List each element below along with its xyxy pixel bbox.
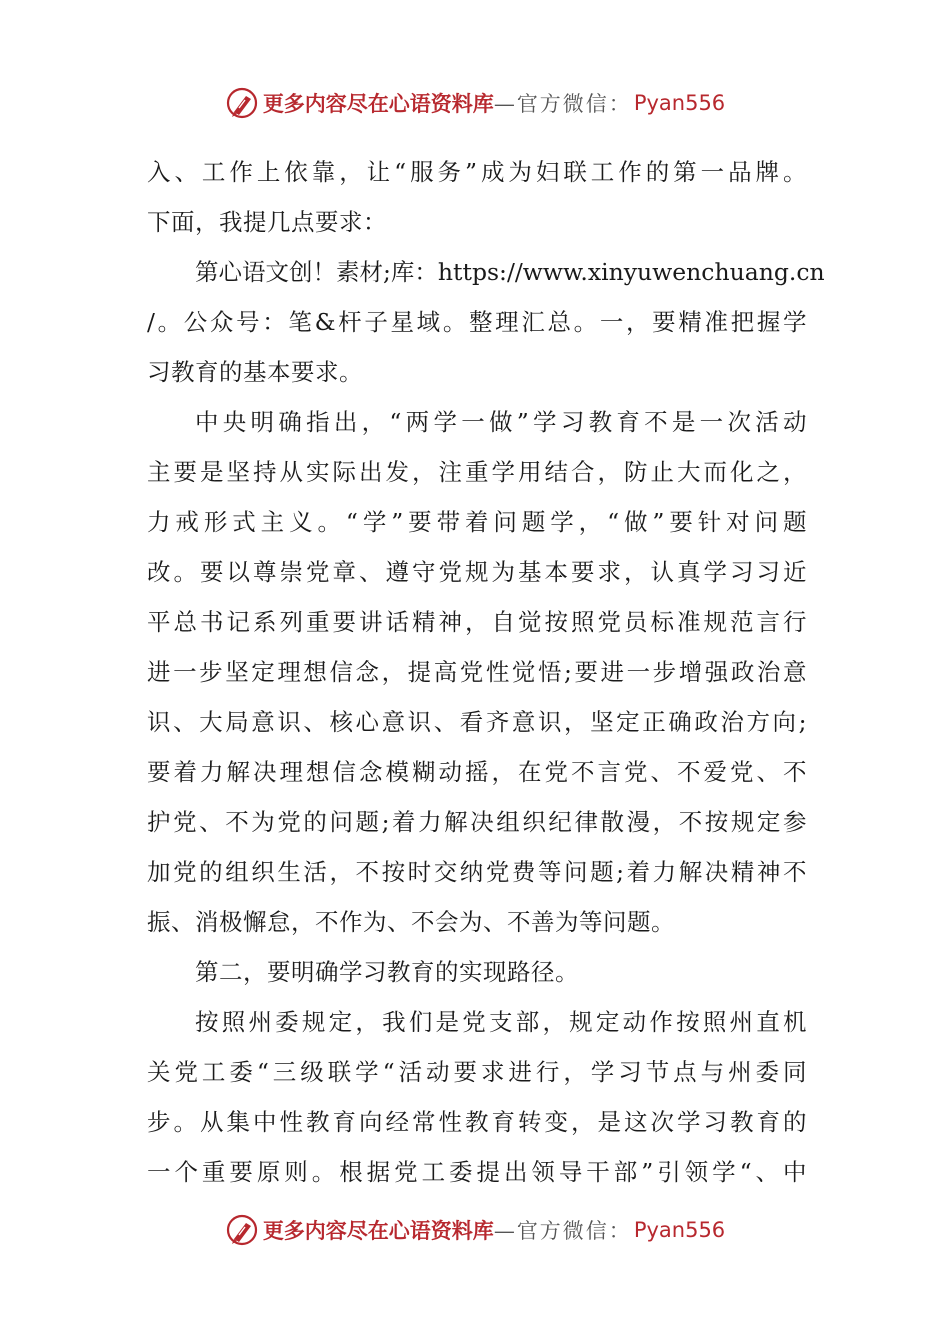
text-line: 改。要以尊崇党章、遵守党规为基本要求，认真学习习近 xyxy=(147,558,807,586)
banner-site-text: 更多内容尽在心语资料库 xyxy=(262,1218,494,1243)
text-line: 关党工委“三级联学“活动要求进行，学习节点与州委同 xyxy=(147,1058,807,1086)
text-line: 进一步坚定理想信念，提高党性觉悟;要进一步增强政治意 xyxy=(147,658,807,686)
text-line: 一个重要原则。根据党工委提出领导干部”引领学“、中 xyxy=(147,1158,807,1186)
banner-wechat-label: —官方微信： xyxy=(493,1219,632,1243)
text-line: 识、大局意识、核心意识、看齐意识，坚定正确政治方向; xyxy=(147,708,807,736)
banner-wechat-label: —官方微信： xyxy=(493,92,632,116)
text-line: 中央明确指出，“两学一做”学习教育不是一次活动 xyxy=(195,408,807,436)
text-line: 平总书记系列重要讲话精神，自觉按照党员标准规范言行 xyxy=(147,608,807,636)
document-body xyxy=(147,147,825,1197)
text-line: 护党、不为党的问题;着力解决组织纪律散漫，不按规定参 xyxy=(147,808,807,836)
text-line: 主要是坚持从实际出发，注重学用结合，防止大而化之， xyxy=(147,458,807,486)
text-line: /。公众号：笔&杆子星域。整理汇总。一，要精准把握学 xyxy=(147,308,807,336)
text-line: 步。从集中性教育向经常性教育转变，是这次学习教育的 xyxy=(147,1108,807,1136)
text-line: 加党的组织生活，不按时交纳党费等问题;着力解决精神不 xyxy=(147,858,807,886)
text-line: 下面，我提几点要求： xyxy=(147,208,387,236)
pen-nib-logo-icon xyxy=(225,1213,259,1247)
text-line: 入、工作上依靠，让“服务”成为妇联工作的第一品牌。 xyxy=(147,158,807,186)
text-line: 第二，要明确学习教育的实现路径。 xyxy=(195,958,579,986)
banner-site-text: 更多内容尽在心语资料库 xyxy=(262,91,494,116)
text-line: 第心语文创！素材;库：https://www.xinyuwenchuang.cn xyxy=(195,258,825,286)
text-line: 按照州委规定，我们是党支部，规定动作按照州直机 xyxy=(195,1008,807,1036)
text-line: 振、消极懈怠，不作为、不会为、不善为等问题。 xyxy=(147,908,675,936)
text-line: 习教育的基本要求。 xyxy=(147,358,363,386)
pen-nib-logo-icon xyxy=(225,86,259,120)
text-line: 力戒形式主义。“学”要带着问题学，“做”要针对问题 xyxy=(147,508,807,536)
footer-banner xyxy=(0,1210,950,1250)
header-banner xyxy=(0,83,950,123)
text-line: 要着力解决理想信念模糊动摇，在党不言党、不爱党、不 xyxy=(147,758,807,786)
banner-wechat-id: Pyan556 xyxy=(633,1218,726,1242)
banner-wechat-id: Pyan556 xyxy=(633,91,726,115)
